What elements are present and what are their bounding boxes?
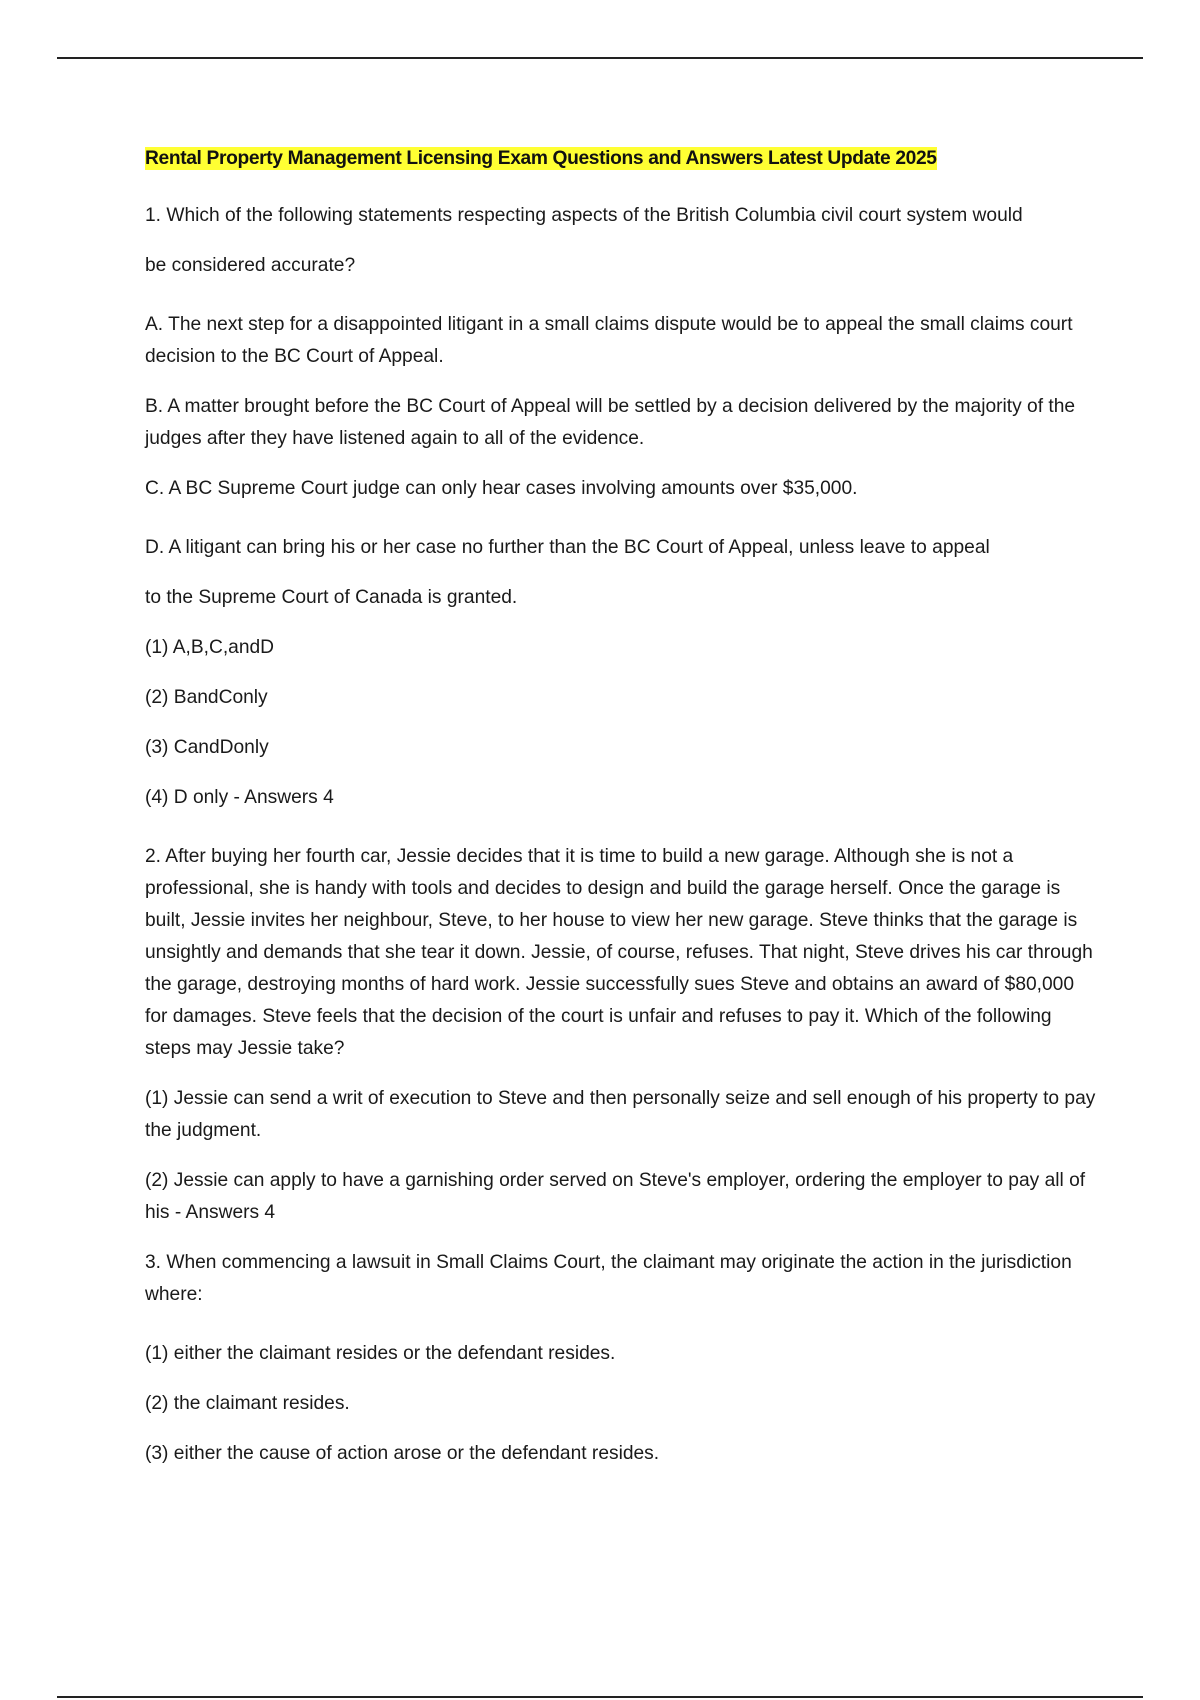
q3-option-3: (3) either the cause of action arose or the defendant resides. [145, 1443, 660, 1464]
q1-statement-c: C. A BC Supreme Court judge can only hear cases involving amounts over $35,000. [145, 478, 858, 499]
q2-option-2: (2) Jessie can apply to have a garnishing order served on Steve's employer, ordering the employer to pay all of his - Answers 4 [145, 1170, 1086, 1223]
q1-statement-d-line1: D. A litigant can bring his or her case no further than the BC Court of Appeal, unless leave to appeal [145, 537, 990, 558]
q1-option-1: (1) A,B,C,andD [145, 637, 275, 658]
q1-statement-d-line2: to the Supreme Court of Canada is granted. [145, 587, 518, 608]
q1-stem-line2: be considered accurate? [145, 255, 356, 276]
document-title-line [145, 143, 1100, 175]
q1-statement-a: A. The next step for a disappointed litigant in a small claims dispute would be to appeal the small claims court decision to the BC Court of Appeal. [145, 314, 1073, 367]
q1-option-3: (3) CandDonly [145, 737, 269, 758]
header-rule [57, 57, 1143, 59]
q3-option-1: (1) either the claimant resides or the defendant resides. [145, 1343, 616, 1364]
q1-option-4: (4) D only - Answers 4 [145, 787, 334, 808]
question-3 [145, 1247, 1100, 1479]
footer-rule [57, 1696, 1143, 1698]
q2-stem: 2. After buying her fourth car, Jessie decides that it is time to build a new garage. Although she is not a professional, she is handy with tools and decides to design and build the garage herself. Once the garage is built, Jessie invites her neighbour, Steve, to her house to view her new garage. Steve thinks that the garage is unsightly and demands that she tear it down. Jessie, of course, refuses. That night, Steve drives his car through the garage, destroying months of hard work. Jessie successfully sues Steve and obtains an award of $80,000 for damages. Steve feels that the decision of the court is unfair and refuses to pay it. Which of the following steps may Jessie take? [145, 846, 1093, 1059]
q1-stem-line1: 1. Which of the following statements respecting aspects of the British Columbia civil court system would [145, 205, 1023, 226]
question-1 [145, 191, 1100, 823]
q3-stem: 3. When commencing a lawsuit in Small Claims Court, the claimant may originate the action in the jurisdiction where: [145, 1252, 1072, 1305]
q1-statement-b: B. A matter brought before the BC Court of Appeal will be settled by a decision delivered by the majority of the judges after they have listened again to all of the evidence. [145, 396, 1076, 449]
question-2 [145, 841, 1100, 1229]
document-body [145, 143, 1100, 1479]
q2-option-1: (1) Jessie can send a writ of execution to Steve and then personally seize and sell enough of his property to pay the judgment. [145, 1088, 1096, 1141]
q3-option-2: (2) the claimant resides. [145, 1393, 350, 1414]
document-title: Rental Property Management Licensing Exam Questions and Answers Latest Update 2025 [145, 148, 937, 169]
q1-option-2: (2) BandConly [145, 687, 268, 708]
